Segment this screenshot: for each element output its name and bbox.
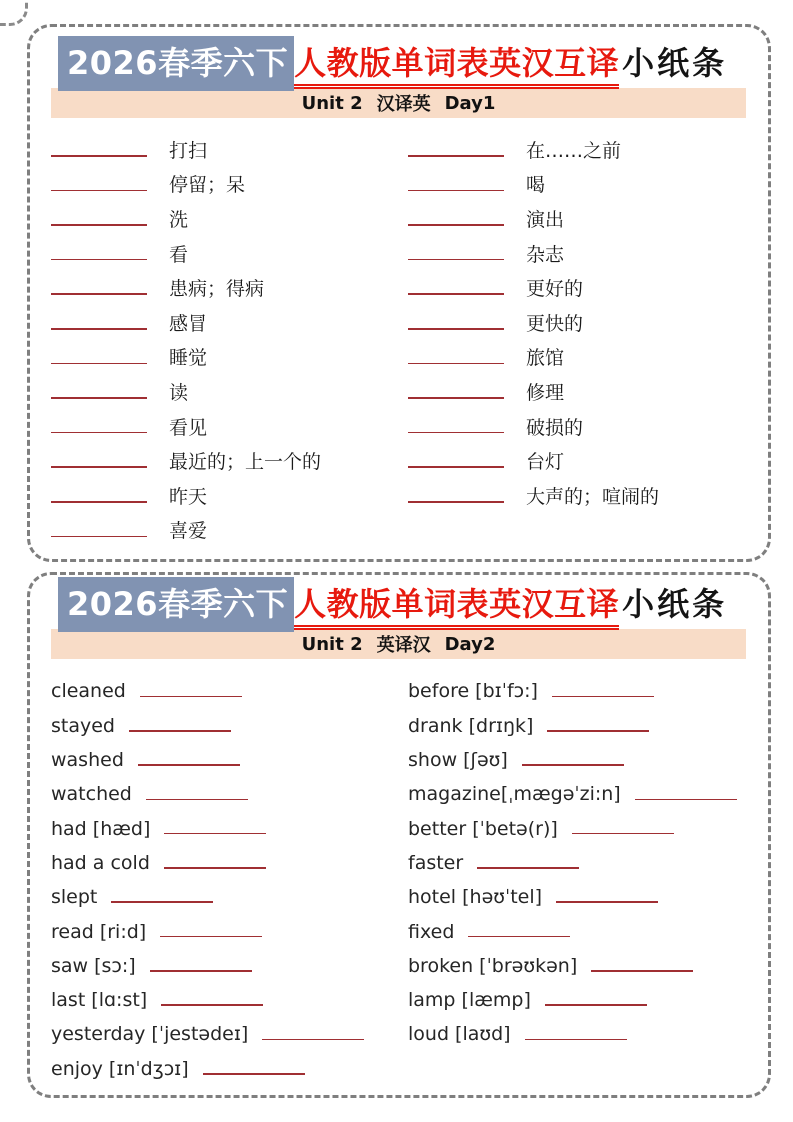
chinese-word: 喝: [526, 174, 546, 197]
answer-blank-line: [545, 1004, 647, 1006]
english-word: enjoy [ɪnˈdʒɔɪ]: [51, 1057, 189, 1080]
word-row: [408, 909, 758, 943]
english-word: had [hæd]: [51, 817, 151, 840]
answer-blank-line: [262, 1039, 364, 1041]
english-word: lamp [læmp]: [408, 989, 531, 1012]
answer-blank-line: [408, 432, 504, 434]
english-word: last [lɑ:st]: [51, 989, 148, 1012]
word-row: [51, 266, 408, 301]
answer-blank-line: [408, 397, 504, 399]
worksheet-card-day1: [27, 24, 771, 562]
word-row: [408, 405, 758, 440]
word-row: [408, 806, 758, 840]
english-word: read [ri:d]: [51, 920, 147, 943]
english-word: washed: [51, 749, 124, 772]
answer-blank-line: [635, 799, 737, 801]
word-row: [408, 232, 758, 267]
title-suffix: 小纸条: [622, 44, 728, 82]
answer-blank-line: [51, 155, 147, 157]
answer-blank-line: [51, 397, 147, 399]
word-row: [408, 875, 758, 909]
word-row: [408, 336, 758, 371]
word-column-right: [408, 128, 758, 543]
english-word: faster: [408, 851, 464, 874]
chinese-word: 在……之前: [526, 139, 622, 162]
word-column-right: [408, 669, 758, 1081]
english-word: loud [laʊd]: [408, 1023, 511, 1046]
word-row: [51, 474, 408, 509]
unit-label: Unit 2: [301, 633, 363, 655]
english-word: cleaned: [51, 680, 126, 703]
english-word: watched: [51, 783, 132, 806]
answer-blank-line: [51, 190, 147, 192]
chinese-word: 看见: [169, 416, 208, 439]
word-row: [408, 197, 758, 232]
english-word: drank [drɪŋk]: [408, 714, 534, 737]
answer-blank-line: [111, 901, 213, 903]
title-edition-highlight: 2026春季六下: [58, 577, 294, 632]
answer-blank-line: [547, 730, 649, 732]
day-label: Day1: [444, 92, 496, 114]
chinese-word: 洗: [169, 208, 189, 231]
title-series-underlined: 人教版单词表英汉互译: [294, 585, 619, 630]
chinese-word: 看: [169, 243, 189, 266]
word-row: [51, 232, 408, 267]
word-row: [51, 738, 408, 772]
unit-label: Unit 2: [301, 92, 363, 114]
answer-blank-line: [140, 696, 242, 698]
word-row: [51, 509, 408, 544]
chinese-word: 睡觉: [169, 347, 208, 370]
english-word: yesterday [ˈjestədeɪ]: [51, 1023, 249, 1046]
english-word: magazine[ˌmægəˈzi:n]: [408, 783, 621, 806]
direction-label: 汉译英: [376, 94, 431, 115]
english-word: had a cold: [51, 851, 150, 874]
word-row: [51, 439, 408, 474]
chinese-word: 感冒: [169, 312, 208, 335]
chinese-word: 昨天: [169, 485, 208, 508]
direction-label: 英译汉: [376, 635, 431, 656]
answer-blank-line: [525, 1039, 627, 1041]
english-word: slept: [51, 886, 98, 909]
word-row: [408, 669, 758, 703]
word-row: [51, 301, 408, 336]
answer-blank-line: [51, 432, 147, 434]
answer-blank-line: [203, 1073, 305, 1075]
english-word: before [bɪˈfɔ:]: [408, 680, 538, 703]
chinese-word: 大声的；喧闹的: [526, 485, 660, 508]
answer-blank-line: [164, 833, 266, 835]
word-row: [51, 163, 408, 198]
word-row: [408, 128, 758, 163]
word-row: [408, 163, 758, 198]
word-column-left: [51, 669, 408, 1081]
word-row: [51, 128, 408, 163]
answer-blank-line: [552, 696, 654, 698]
word-row: [51, 1046, 408, 1080]
page-corner-dash-fragment: [0, 0, 28, 26]
answer-blank-line: [138, 764, 240, 766]
day-label: Day2: [444, 633, 496, 655]
word-row: [408, 703, 758, 737]
answer-blank-line: [161, 1004, 263, 1006]
word-row: [408, 266, 758, 301]
answer-blank-line: [51, 536, 147, 538]
chinese-word: 最近的；上一个的: [169, 451, 322, 474]
chinese-word: 打扫: [169, 139, 208, 162]
word-row: [408, 370, 758, 405]
chinese-word: 台灯: [526, 451, 565, 474]
chinese-word: 修理: [526, 381, 565, 404]
answer-blank-line: [591, 970, 693, 972]
answer-blank-line: [51, 328, 147, 330]
word-row: [408, 943, 758, 977]
word-row: [51, 943, 408, 977]
word-row: [408, 978, 758, 1012]
answer-blank-line: [51, 293, 147, 295]
word-row: [51, 772, 408, 806]
word-row: [51, 806, 408, 840]
word-row: [408, 439, 758, 474]
answer-blank-line: [468, 936, 570, 938]
english-word: show [ʃəʊ]: [408, 749, 508, 772]
answer-blank-line: [150, 970, 252, 972]
english-word: broken [ˈbrəʊkən]: [408, 954, 578, 977]
answer-blank-line: [51, 224, 147, 226]
answer-blank-line: [408, 363, 504, 365]
answer-blank-line: [408, 328, 504, 330]
answer-blank-line: [51, 259, 147, 261]
word-row: [408, 772, 758, 806]
chinese-word: 患病；得病: [169, 278, 265, 301]
english-word: fixed: [408, 920, 455, 943]
answer-blank-line: [408, 259, 504, 261]
english-word: better [ˈbetə(r)]: [408, 817, 558, 840]
word-row: [51, 405, 408, 440]
title-suffix: 小纸条: [622, 585, 728, 623]
word-row: [408, 840, 758, 874]
answer-blank-line: [51, 363, 147, 365]
word-row: [408, 1012, 758, 1046]
chinese-word: 演出: [526, 208, 565, 231]
chinese-word: 喜爱: [169, 520, 208, 543]
word-row: [51, 197, 408, 232]
unit-subtitle-bar: [51, 629, 746, 659]
word-list-columns: [30, 118, 768, 543]
answer-blank-line: [129, 730, 231, 732]
chinese-word: 杂志: [526, 243, 565, 266]
word-row: [408, 301, 758, 336]
word-row: [408, 474, 758, 509]
word-row: [51, 840, 408, 874]
answer-blank-line: [477, 867, 579, 869]
answer-blank-line: [572, 833, 674, 835]
english-word: hotel [həʊˈtel]: [408, 886, 543, 909]
answer-blank-line: [164, 867, 266, 869]
answer-blank-line: [556, 901, 658, 903]
title-series-underlined: 人教版单词表英汉互译: [294, 44, 619, 89]
word-row: [408, 738, 758, 772]
chinese-word: 停留；呆: [169, 174, 246, 197]
answer-blank-line: [408, 224, 504, 226]
word-row: [51, 875, 408, 909]
answer-blank-line: [51, 466, 147, 468]
chinese-word: 旅馆: [526, 347, 565, 370]
answer-blank-line: [408, 155, 504, 157]
title-edition-highlight: 2026春季六下: [58, 36, 294, 91]
answer-blank-line: [146, 799, 248, 801]
chinese-word: 更快的: [526, 312, 584, 335]
answer-blank-line: [408, 501, 504, 503]
chinese-word: 破损的: [526, 416, 584, 439]
answer-blank-line: [51, 501, 147, 503]
worksheet-title: [58, 585, 748, 623]
answer-blank-line: [408, 466, 504, 468]
chinese-word: 读: [169, 381, 189, 404]
word-list-columns: [30, 659, 768, 1081]
word-row: [51, 370, 408, 405]
answer-blank-line: [408, 293, 504, 295]
word-row: [51, 703, 408, 737]
unit-subtitle-bar: [51, 88, 746, 118]
word-row: [51, 336, 408, 371]
answer-blank-line: [160, 936, 262, 938]
answer-blank-line: [408, 190, 504, 192]
chinese-word: 更好的: [526, 278, 584, 301]
english-word: saw [sɔ:]: [51, 954, 136, 977]
english-word: stayed: [51, 714, 115, 737]
word-row: [51, 1012, 408, 1046]
word-row: [51, 669, 408, 703]
answer-blank-line: [522, 764, 624, 766]
word-column-left: [51, 128, 408, 543]
word-row: [51, 909, 408, 943]
worksheet-card-day2: [27, 572, 771, 1098]
worksheet-title: [58, 44, 748, 82]
word-row: [51, 978, 408, 1012]
